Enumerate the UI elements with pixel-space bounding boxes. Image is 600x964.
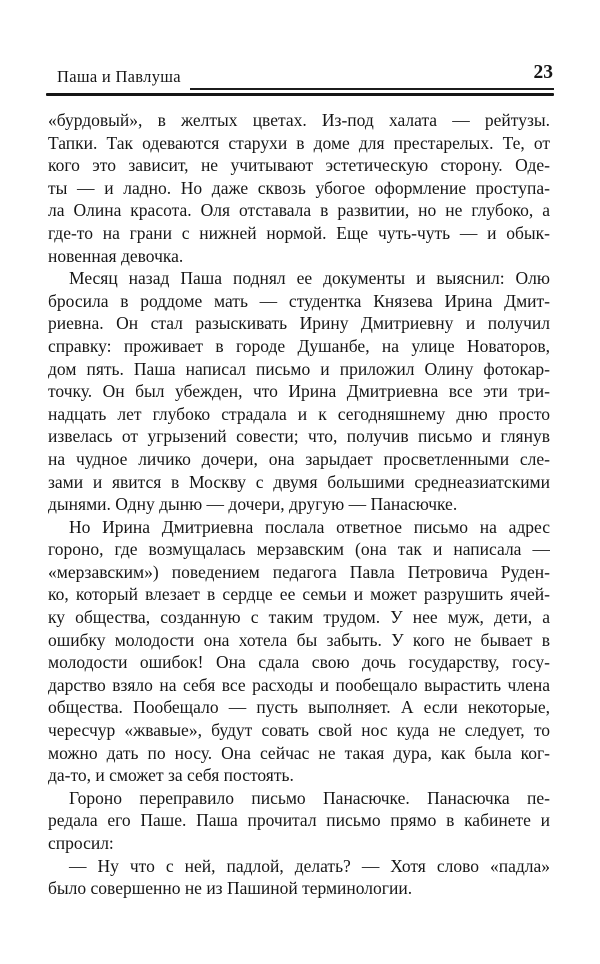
text-line: дарство взяло на себя все расходы и пообещало вырастить члена (48, 674, 550, 695)
paragraph (48, 109, 550, 267)
text-line: чересчур «жвавые», будут совать свой нос куда не следует, то (48, 720, 550, 741)
text-line: Месяц назад Паша поднял ее документы и выяснил: Олю (69, 268, 550, 289)
text-line: можно дать по носу. Она сейчас не такая дура, как была ког- (48, 742, 550, 763)
text-line: дом пять. Паша написал письмо и приложил Олину фотокар- (48, 358, 550, 379)
text-line: ку общества, созданную с таким трудом. У нее муж, дети, а (48, 607, 550, 628)
text-line: ты — и ладно. Но даже сквозь убогое оформление проступа- (48, 177, 550, 198)
text-line: на чудное личико дочери, она зарыдает просветленными сле- (48, 448, 550, 469)
text-line: ошибку молодости она хотела бы забыть. У кого не бывает в (48, 629, 550, 650)
text-line: точку. Он был убежден, что Ирина Дмитриевна все эти три- (48, 381, 550, 402)
text-line: общества. Пообещало — пусть выполняет. А если некоторые, (48, 697, 550, 718)
text-line: кого это зависит, не учитывают эстетическую сторону. Оде- (48, 155, 550, 176)
text-line: гороно, где возмущалась мерзавским (она так и написала — (48, 539, 550, 560)
text-line: «бурдовый», в желтых цветах. Из-под халата — рейтузы. (48, 110, 550, 130)
text-line: риевна. Он стал разыскивать Ирину Дмитриевну и получил (48, 313, 550, 334)
paragraph (48, 516, 550, 787)
header-rule-thin (190, 88, 554, 90)
header-rule-thick (46, 93, 554, 96)
text-line: да-то, и сможет за себя постоять. (48, 765, 294, 786)
text-line: Тапки. Так одеваются старухи в доме для престарелых. Те, от (48, 132, 550, 153)
text-line: надцать лет глубоко страдала и к сегодняшнему дню просто (48, 403, 550, 424)
text-line: ко, который влезает в сердце ее семьи и может разрушить ячей- (48, 584, 550, 605)
text-block (48, 109, 550, 900)
text-line: редала его Паше. Паша прочитал письмо прямо в кабинете и (48, 810, 550, 831)
text-line: извелась от угрызений совести; что, получив письмо и глянув (48, 426, 550, 447)
text-line: зами и явится в Москву с двумя большими среднеазиатскими (48, 471, 550, 492)
paragraph (48, 855, 550, 900)
text-line: «мерзавским») поведением педагога Павла Петровича Руден- (48, 561, 550, 582)
text-line: спросил: (48, 833, 114, 853)
text-line: дынями. Одну дыню — дочери, другую — Панасючке. (48, 494, 458, 515)
text-line: было совершенно не из Пашиной терминологии. (48, 878, 413, 899)
page-number: 23 (533, 62, 553, 83)
text-line: — Ну что с ней, падлой, делать? — Хотя слово «падла» (69, 855, 550, 876)
text-line: новенная девочка. (48, 245, 184, 266)
text-line: справку: проживает в городе Душанбе, на улице Новаторов, (48, 335, 550, 356)
paragraph (48, 267, 550, 516)
text-line: Гороно переправило письмо Панасючке. Панасючка пе- (69, 787, 550, 808)
text-line: бросила в роддоме мать — студентка Князева Ирина Дмит- (48, 290, 550, 311)
running-title: Паша и Павлуша (57, 67, 181, 86)
text-line: Но Ирина Дмитриевна послала ответное письмо на адрес (69, 516, 550, 537)
paragraph (48, 787, 550, 855)
text-line: ла Олина красота. Оля отставала в развитии, но не глубоко, а (48, 200, 550, 221)
text-line: молодости ошибок! Она сдала свою дочь государству, госу- (48, 652, 550, 673)
text-line: где-то на грани с нижней нормой. Еще чуть-чуть — и обык- (48, 222, 550, 243)
